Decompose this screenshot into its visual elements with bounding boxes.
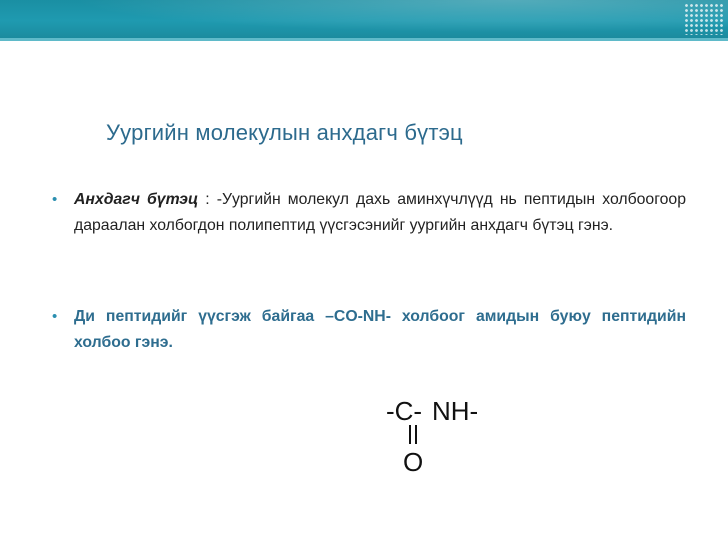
peptide-bond-formula: [386, 394, 490, 474]
bullet-icon: •: [52, 308, 58, 325]
header-dot-pattern: [684, 3, 724, 35]
bullet-paragraph-1: [74, 187, 686, 239]
formula-oxygen: O: [403, 447, 424, 474]
header-underline: [0, 38, 728, 41]
slide-title: Уургийн молекулын анхдагч бүтэц: [106, 120, 463, 145]
term-lead: Анхдагч бүтэц: [74, 191, 199, 208]
bullet-paragraph-2: Ди пептидийг үүсгэж байгаа –CO-NH- холбоог амидын буюу пептидийн холбоо гэнэ.: [74, 308, 686, 351]
bullet-icon: •: [52, 191, 58, 208]
header-glow: [0, 0, 728, 38]
formula-nh: NH-: [432, 396, 479, 426]
header-bar: [0, 0, 728, 38]
formula-carbon: -C-: [386, 396, 423, 426]
definition-text: : -Уургийн молекул дахь аминхүчлүүд нь пептидын холбоогоор дараалан холбогдон полипептид үүсгэсэнийг уургийн анхдагч бүтэц гэнэ.: [74, 191, 686, 234]
